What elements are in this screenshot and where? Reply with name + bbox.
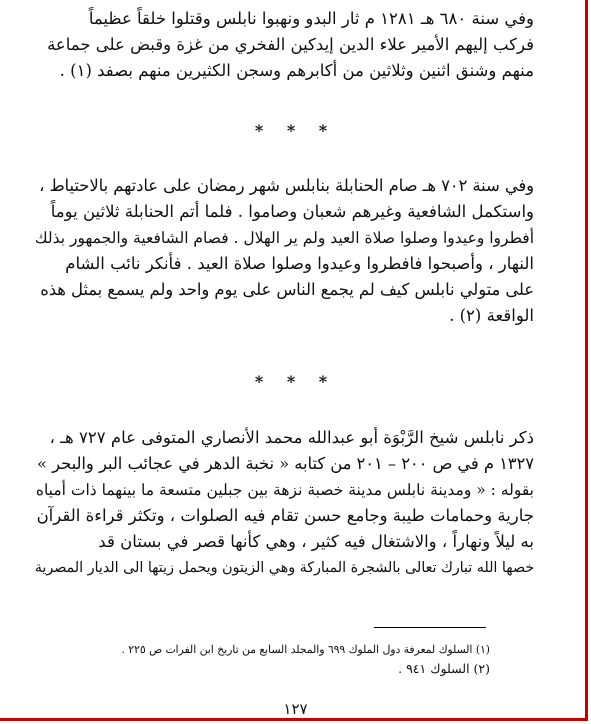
text-line: وفي سنة ٦٨٠ هـ ١٢٨١ م ثار البدو ونهبوا نابلس وقتلوا خلقاً عظيماً: [88, 9, 534, 28]
page-number: ١٢٧: [283, 700, 308, 718]
paragraph-1: [34, 6, 534, 84]
text-line: خصها الله تبارك تعالى بالشجرة المباركة وهي الزيتون ويحمل زيتها الى الديار المصرية: [34, 560, 534, 576]
text-line: ذكر نابلس شيخ الرَّبْوَة أبو عبدالله محمد الأنصاري المتوفى عام ٧٢٧ هـ ،: [49, 428, 534, 447]
text-line: ١٣٢٧ م في ص ٢٠٠ – ٢٠١ من كتابه « نخبة الدهر في عجائب البر والبحر »: [37, 454, 534, 473]
paragraph-2: [34, 173, 534, 329]
text-line: فركب إليهم الأمير علاء الدين إيدكين الفخري من غزة وقبض على جماعة: [47, 35, 534, 54]
text-line: بقوله : « ومدينة نابلس مدينة خصبة نزهة بين جبلين متسعة ما بينهما ذات أمياه: [35, 481, 534, 499]
footnote-rule: [374, 627, 486, 628]
footnote-1: (١) السلوك لمعرفة دول الملوك ٦٩٩ والمجلد السابع من تاريخ ابن الفرات ص ٢٢٥ .: [121, 643, 490, 656]
text-line: واستكمل الشافعية وغيرهم شعبان وصاموا . فلما أتم الحنابلة ثلاثين يوماً: [50, 202, 534, 221]
section-separator: * * *: [254, 121, 337, 140]
text-line: منهم وشنق اثنين وثلاثين من أكابرهم وسجن الكثيرين منهم بصفد (١) .: [59, 61, 534, 80]
text-line: وفي سنة ٧٠٢ هـ صام الحنابلة بنابلس شهر رمضان على عادتهم بالاحتياط ،: [39, 176, 534, 195]
text-line: جارية وحمامات طيبة وجامع حسن تقام فيه الصلوات ، وتكثر قراءة القرآن: [36, 506, 534, 525]
text-line: به ليلاً ونهاراً ، والاشتغال فيه كثير ، وهي كأنها قصر في بستان قد: [98, 532, 534, 551]
paragraph-3: [34, 425, 534, 581]
text-line: النهار ، وأصبحوا فافطروا وعيدوا وصلوا صلاة العيد . فأنكر نائب الشام: [65, 254, 534, 273]
footnote-2: (٢) السلوك ٩٤١ .: [398, 661, 490, 676]
text-line: أفطروا وعيدوا وصلوا صلاة العيد ولم ير الهلال . فصام الشافعية والجمهور بذلك: [34, 229, 534, 247]
section-separator: * * *: [254, 372, 337, 391]
text-line: على متولي نابلس كيف لم يجمع الناس على يوم واحد ولم يسمع بمثل هذه: [40, 280, 534, 299]
text-line: الواقعة (٢) .: [449, 306, 534, 325]
